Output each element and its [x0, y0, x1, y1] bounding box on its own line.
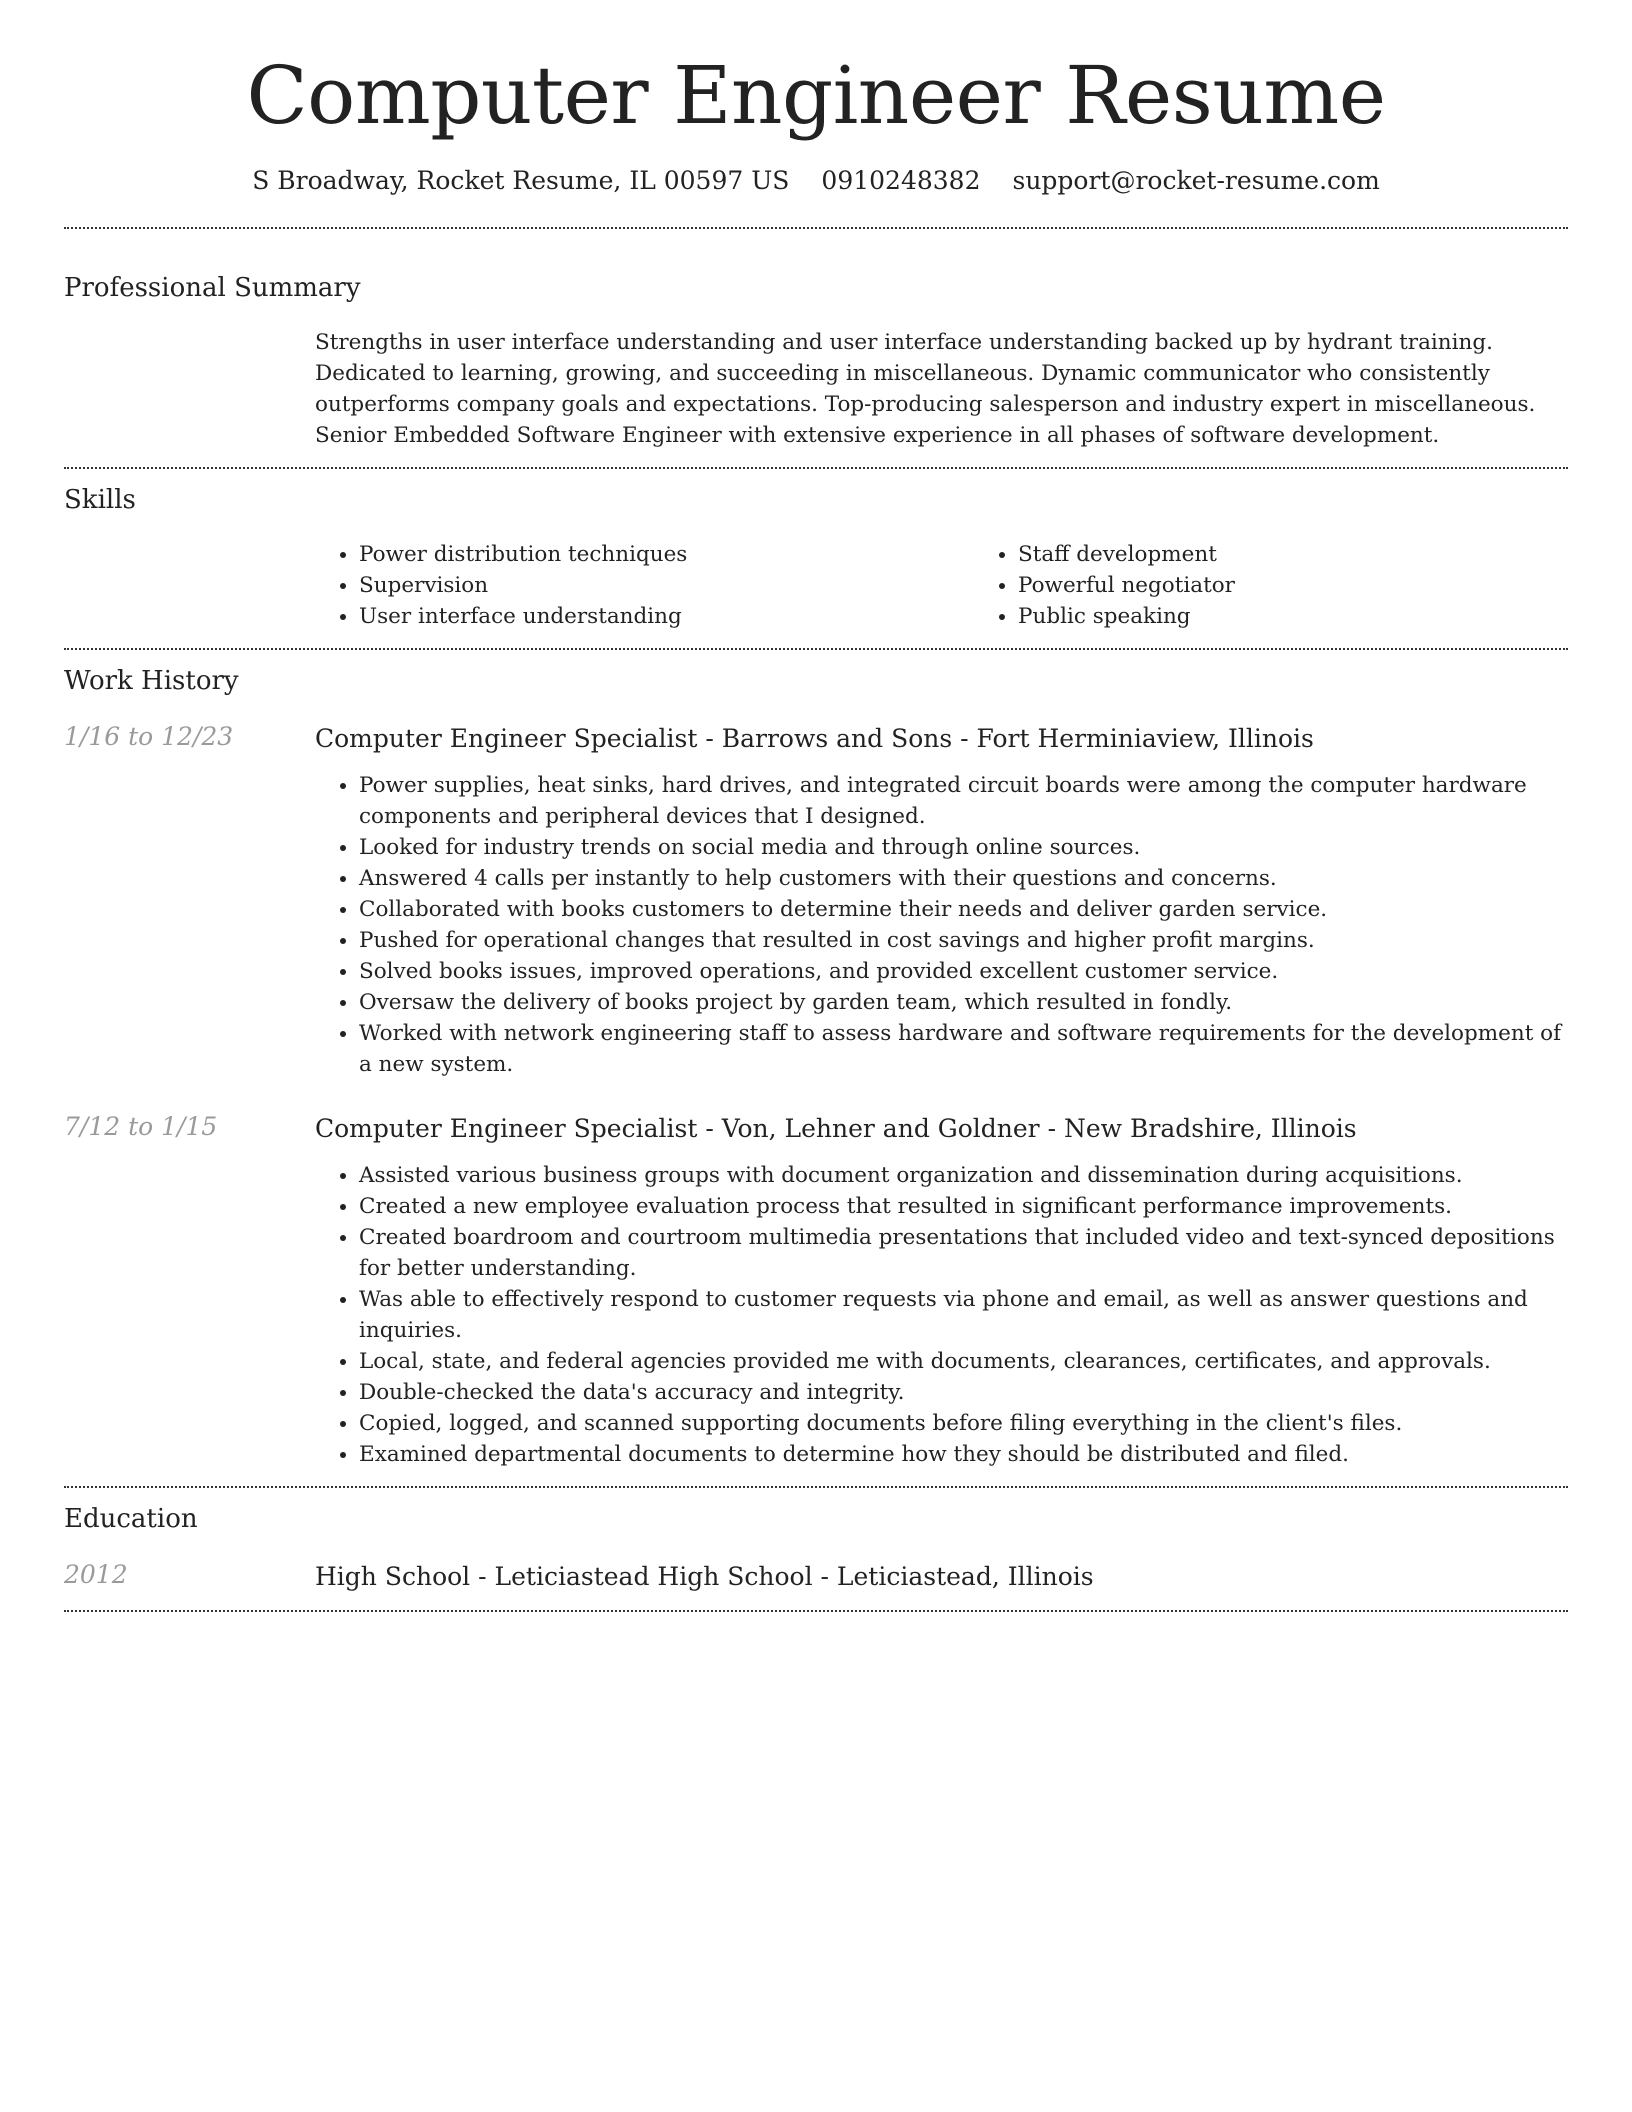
email: support@rocket-resume.com: [1012, 166, 1380, 195]
education-heading: Education: [64, 1504, 198, 1534]
skill-item: • Public speaking: [1018, 601, 1632, 632]
skill-item: • User interface understanding: [359, 601, 974, 632]
job-heading: [315, 722, 1568, 756]
job-company-location: - Barrows and Sons - Fort Herminiaview, Illinois: [697, 724, 1314, 753]
summary-heading: Professional Summary: [64, 273, 361, 303]
job-bullet: • Collaborated with books customers to determine their needs and deliver garden service.: [359, 894, 1568, 925]
job-bullet: • Examined departmental documents to determine how they should be distributed and filed.: [359, 1439, 1568, 1470]
education-entry: [64, 1560, 1568, 1594]
education-school-location: - Leticiastead High School - Leticiastead, Illinois: [470, 1562, 1094, 1591]
resume-header: [64, 0, 1568, 195]
job-dates: 7/12 to 1/15: [64, 1112, 218, 1141]
job-bullet: • Local, state, and federal agencies provided me with documents, clearances, certificates, and approvals.: [359, 1346, 1568, 1377]
job-bullet: • Assisted various business groups with document organization and dissemination during acquisitions.: [359, 1160, 1568, 1191]
address: S Broadway, Rocket Resume, IL 00597 US: [252, 166, 790, 195]
job-title: Computer Engineer Specialist: [315, 1114, 698, 1143]
job-entry: [64, 722, 1568, 1080]
education-section: [64, 1488, 1568, 1610]
education-year: 2012: [64, 1560, 128, 1589]
job-bullet: • Double-checked the data's accuracy and integrity.: [359, 1377, 1568, 1408]
skill-item: • Supervision: [359, 570, 974, 601]
summary-section: [64, 229, 1568, 467]
skills-heading: Skills: [64, 485, 136, 515]
job-dates: 1/16 to 12/23: [64, 722, 234, 751]
job-bullet: • Looked for industry trends on social media and through online sources.: [359, 832, 1568, 863]
job-bullet: • Worked with network engineering staff to assess hardware and software requirements for the development of a new system.: [359, 1018, 1568, 1080]
job-bullets: [315, 770, 1568, 1080]
job-bullet: • Oversaw the delivery of books project by garden team, which resulted in fondly.: [359, 987, 1568, 1018]
skills-section: [64, 469, 1568, 648]
skill-item: • Staff development: [1018, 539, 1632, 570]
skills-list-left: [315, 539, 974, 632]
summary-text: Strengths in user interface understanding and user interface understanding backed up by hydrant training. Dedicated to learning, growing, and succeeding in miscellaneous. Dynamic communicator who consistently outperforms company goals and expectations. Top-producing salesperson and industry expert in miscellaneous. Senior Embedded Software Engineer with extensive experience in all phases of software development.: [315, 330, 1536, 448]
education-heading-line: [315, 1560, 1568, 1594]
job-entry: [64, 1112, 1568, 1470]
job-bullet: • Answered 4 calls per instantly to help customers with their questions and concerns.: [359, 863, 1568, 894]
skill-item: • Powerful negotiator: [1018, 570, 1632, 601]
job-bullets: [315, 1160, 1568, 1470]
job-bullet: • Created boardroom and courtroom multimedia presentations that included video and text-synced depositions for better understanding.: [359, 1222, 1568, 1284]
skills-list-right: [974, 539, 1632, 632]
skill-item: • Power distribution techniques: [359, 539, 974, 570]
job-bullet: • Solved books issues, improved operations, and provided excellent customer service.: [359, 956, 1568, 987]
job-title: Computer Engineer Specialist: [315, 724, 698, 753]
job-bullet: • Power supplies, heat sinks, hard drives, and integrated circuit boards were among the computer hardware components and peripheral devices that I designed.: [359, 770, 1568, 832]
divider: [64, 1610, 1568, 1612]
job-bullet: • Was able to effectively respond to customer requests via phone and email, as well as answer questions and inquiries.: [359, 1284, 1568, 1346]
resume-title: Computer Engineer Resume: [246, 49, 1386, 142]
job-company-location: - Von, Lehner and Goldner - New Bradshire, Illinois: [697, 1114, 1357, 1143]
job-bullet: • Copied, logged, and scanned supporting documents before filing everything in the client's files.: [359, 1408, 1568, 1439]
contact-line: [64, 166, 1568, 195]
job-heading: [315, 1112, 1568, 1146]
job-bullet: • Pushed for operational changes that resulted in cost savings and higher profit margins.: [359, 925, 1568, 956]
education-degree: High School: [315, 1562, 471, 1591]
job-bullet: • Created a new employee evaluation process that resulted in significant performance improvements.: [359, 1191, 1568, 1222]
work-heading: Work History: [64, 666, 239, 696]
work-section: [64, 650, 1568, 1486]
phone: 0910248382: [821, 166, 981, 195]
